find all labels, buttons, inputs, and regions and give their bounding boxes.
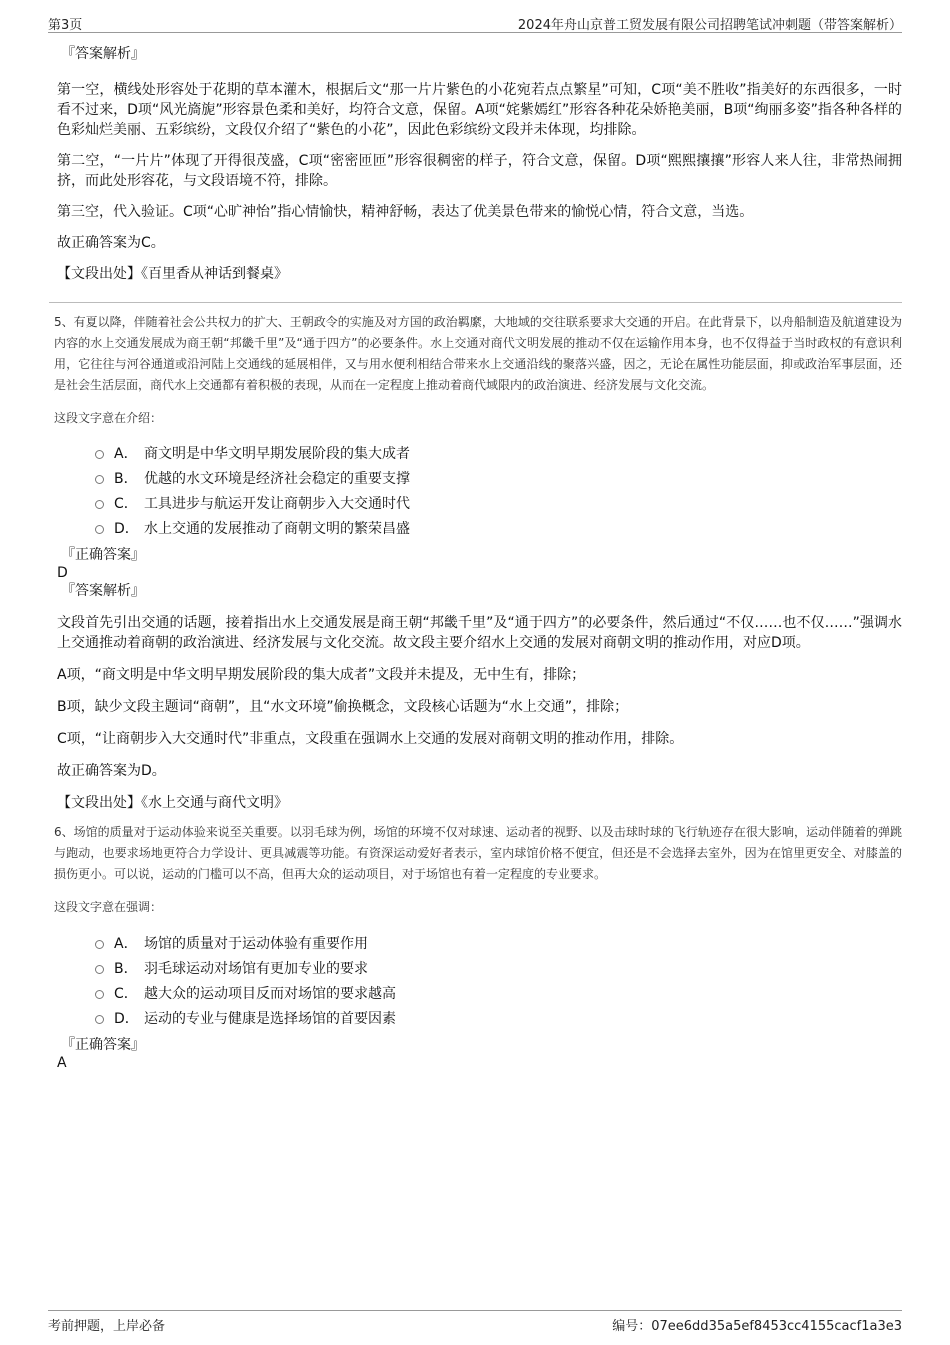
radio-icon[interactable]	[95, 525, 104, 534]
q6-option-b[interactable]	[95, 955, 902, 980]
q6-answer-label: 『正确答案』	[61, 1037, 145, 1053]
option-letter: A．	[114, 445, 138, 462]
q5-conclusion: 故正确答案为D。	[57, 763, 166, 779]
q5-option-d[interactable]	[95, 515, 902, 540]
q5-option-b[interactable]	[95, 465, 902, 490]
option-letter: C．	[114, 985, 138, 1002]
radio-icon[interactable]	[95, 1015, 104, 1024]
q5-answer: D	[57, 565, 68, 581]
option-letter: B．	[114, 470, 138, 487]
q6-prompt: 这段文字意在强调：	[54, 900, 163, 914]
q5-answer-label: 『正确答案』	[61, 547, 145, 563]
q5-prompt: 这段文字意在介绍：	[54, 411, 163, 425]
radio-icon[interactable]	[95, 500, 104, 509]
option-letter: C．	[114, 495, 138, 512]
radio-icon[interactable]	[95, 990, 104, 999]
radio-icon[interactable]	[95, 475, 104, 484]
q5-analysis-para-2: A项，“商文明是中华文明早期发展阶段的集大成者”文段并未提及，无中生有，排除；	[57, 667, 586, 683]
option-text: 羽毛球运动对场馆有更加专业的要求	[144, 960, 368, 977]
document-id: 编号：07ee6dd35a5ef8453cc4155cacf1a3e3	[612, 1319, 902, 1334]
q4-analysis-para-2: 第二空，“一片片”体现了开得很茂盛，C项“密密匝匝”形容很稠密的样子，符合文意，保留。D项“熙熙攘攘”形容人来人往，非常热闹拥挤，而此处形容花，与文段语境不符，排除。	[57, 153, 902, 189]
option-text: 场馆的质量对于运动体验有重要作用	[144, 935, 368, 952]
option-text: 商文明是中华文明早期发展阶段的集大成者	[144, 445, 410, 462]
page-number: 第3页	[48, 18, 83, 33]
page-header	[48, 10, 902, 33]
q5-analysis-para-1: 文段首先引出交通的话题，接着指出水上交通发展是商王朝“邦畿千里”及“通于四方”的必要条件，然后通过“不仅……也不仅……”强调水上交通推动着商朝的政治演进、经济发展与文化交流。故文段主要介绍水上交通的发展对商朝文明的推动作用，对应D项。	[57, 615, 902, 651]
q5-analysis-para-4: C项，“让商朝步入大交通时代”非重点，文段重在强调水上交通的发展对商朝文明的推动作用，排除。	[57, 731, 684, 747]
radio-icon[interactable]	[95, 450, 104, 459]
q4-analysis-para-3: 第三空，代入验证。C项“心旷神怡”指心情愉快，精神舒畅，表达了优美景色带来的愉悦心情，符合文意，当选。	[57, 204, 754, 220]
option-letter: D．	[114, 520, 139, 537]
option-text: 运动的专业与健康是选择场馆的首要因素	[144, 1010, 396, 1027]
option-text: 越大众的运动项目反而对场馆的要求越高	[144, 985, 396, 1002]
q5-analysis-para-3: B项，缺少文段主题词“商朝”，且“水文环境”偷换概念，文段核心话题为“水上交通”，排除；	[57, 699, 629, 715]
q4-analysis-para-1: 第一空，横线处形容处于花期的草本灌木，根据后文“那一片片紫色的小花宛若点点繁星”可知，C项“美不胜收”指美好的东西很多，一时看不过来，D项“风光旖旎”形容景色柔和美好，均符合文意，保留。A项“姹紫嫣红”形容各种花朵娇艳美丽，B项“绚丽多姿”指各种各样的色彩灿烂美丽、五彩缤纷，文段仅介绍了“紫色的小花”，因此色彩缤纷文段并未体现，均排除。	[57, 82, 902, 138]
q4-source: 【文段出处】《百里香从神话到餐桌》	[57, 266, 288, 282]
q4-analysis-label: 『答案解析』	[61, 46, 145, 62]
q5-options	[95, 440, 902, 540]
q4-conclusion: 故正确答案为C。	[57, 235, 165, 251]
footer-slogan: 考前押题，上岸必备	[48, 1319, 166, 1334]
q5-source: 【文段出处】《水上交通与商代文明》	[57, 795, 288, 811]
q6-question: 6、场馆的质量对于运动体验来说至关重要。以羽毛球为例，场馆的环境不仅对球速、运动者的视野、以及击球时球的飞行轨迹存在很大影响，运动伴随着的弹跳与跑动，也要求场地更符合力学设计、更具减震等功能。有资深运动爱好者表示，室内球馆价格不便宜，但还是不会选择去室外，因为在馆里更安全、对膝盖的损伤更小。可以说，运动的门槛可以不高，但再大众的运动项目，对于场馆也有着一定程度的专业要求。	[54, 825, 902, 881]
option-letter: A．	[114, 935, 138, 952]
option-text: 水上交通的发展推动了商朝文明的繁荣昌盛	[144, 520, 410, 537]
radio-icon[interactable]	[95, 965, 104, 974]
q6-option-d[interactable]	[95, 1005, 902, 1030]
q6-options	[95, 930, 902, 1030]
q5-option-a[interactable]	[95, 440, 902, 465]
radio-icon[interactable]	[95, 940, 104, 949]
q5-analysis-label: 『答案解析』	[61, 583, 145, 599]
q6-answer: A	[57, 1055, 67, 1071]
q5-option-c[interactable]	[95, 490, 902, 515]
q6-option-c[interactable]	[95, 980, 902, 1005]
option-text: 优越的水文环境是经济社会稳定的重要支撑	[144, 470, 410, 487]
option-text: 工具进步与航运开发让商朝步入大交通时代	[144, 495, 410, 512]
section-divider	[49, 302, 902, 303]
q6-option-a[interactable]	[95, 930, 902, 955]
page-content	[54, 44, 902, 1072]
document-title: 2024年舟山京普工贸发展有限公司招聘笔试冲刺题（带答案解析）	[517, 18, 902, 33]
option-letter: B．	[114, 960, 138, 977]
option-letter: D．	[114, 1010, 139, 1027]
page-footer	[48, 1310, 902, 1333]
q5-question: 5、有夏以降，伴随着社会公共权力的扩大、王朝政令的实施及对方国的政治羁縻，大地域的交往联系要求大交通的开启。在此背景下，以舟船制造及航道建设为内容的水上交通发展成为商王朝“邦畿千里”及“通于四方”的必要条件。水上交通对商代文明发展的推动不仅在运输作用本身，也不仅得益于当时政权的有意识利用，它往往与河谷通道或沿河陆上交通线的延展相伴，又与用水便利相结合带来水上交通沿线的聚落兴盛，因之，无论在属性功能层面，抑或政治军事层面，还是社会生活层面，商代水上交通都有着积极的表现，从而在一定程度上推动着商代域限内的政治演进、经济发展与文化交流。	[54, 315, 902, 392]
